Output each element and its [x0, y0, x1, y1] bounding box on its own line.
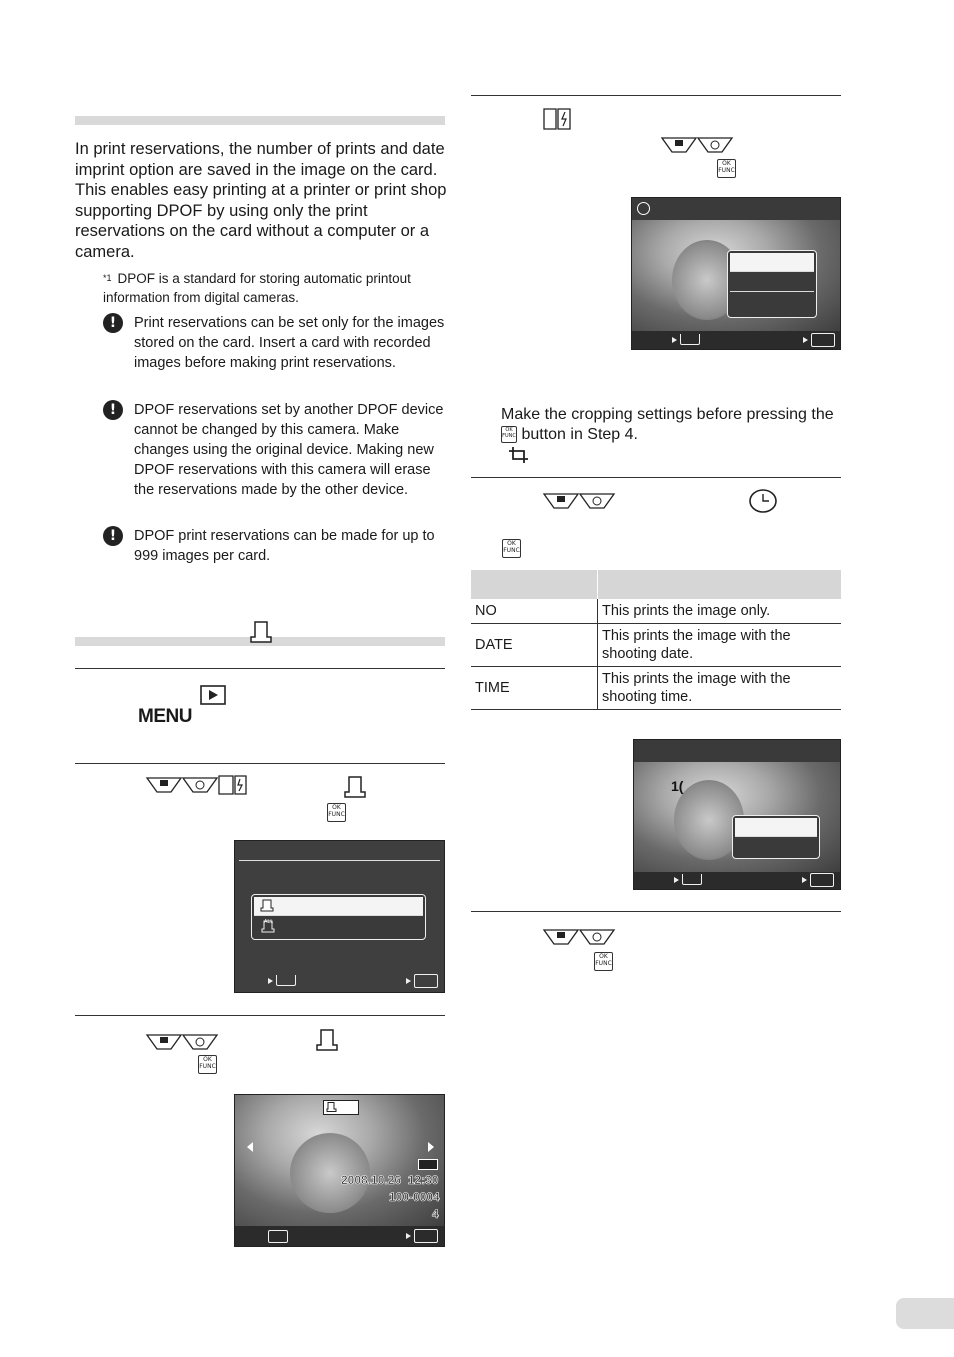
clock-icon	[637, 202, 650, 215]
print-order-icon	[260, 899, 274, 912]
ok-func-key-icon: OK FUNC	[717, 159, 736, 178]
caution-note-text: Print reservations can be set only for the images stored on the card. Insert a card with recorded images before making print reservations.	[134, 315, 445, 371]
option-cell: DATE	[471, 623, 598, 666]
footnote-text: DPOF is a standard for storing automatic printout information from digital cameras.	[103, 271, 411, 305]
print-order-icon	[315, 1029, 339, 1051]
table-row	[471, 599, 841, 623]
lcd-print-count: 1(	[671, 778, 684, 794]
crop-icon	[508, 446, 530, 464]
lcd-bottom-bar	[632, 331, 840, 349]
caution-icon: !	[103, 400, 123, 420]
description-cell: This prints the image only.	[598, 599, 842, 623]
clock-icon	[748, 488, 778, 514]
ok-func-key-icon: OK FUNC	[198, 1055, 217, 1074]
lcd-frame-number: 4	[432, 1207, 439, 1221]
ok-button-indicator	[811, 333, 835, 347]
ok-func-key-icon: OK FUNC	[501, 426, 517, 443]
ok-arrow-icon	[406, 1233, 411, 1239]
step-divider	[471, 95, 841, 96]
crop-note-text: Make the cropping settings before pressing the	[501, 406, 834, 423]
step-divider	[75, 1015, 445, 1016]
lcd-title-bar	[634, 740, 840, 762]
step-divider	[75, 668, 445, 669]
lcd-top-line	[239, 860, 440, 861]
lcd-menu-box	[732, 815, 820, 859]
caution-note-3	[103, 526, 445, 568]
lcd-title-bar	[632, 198, 840, 220]
print-all-icon	[260, 917, 276, 933]
menu-item-date[interactable]	[730, 273, 814, 292]
ok-button-indicator	[414, 974, 438, 988]
playback-button-icon	[200, 685, 226, 705]
print-order-icon	[343, 776, 367, 798]
menu-button-indicator	[682, 874, 702, 885]
footnote-mark: *1	[103, 273, 112, 283]
print-all-label: ALL	[264, 919, 273, 925]
table-row	[471, 666, 841, 709]
footnote	[103, 269, 443, 307]
right-arrow-icon[interactable]	[428, 1142, 434, 1152]
step-divider	[75, 763, 445, 764]
crop-note	[501, 405, 841, 445]
table-header-cell	[471, 570, 598, 599]
ok-arrow-icon	[803, 337, 808, 343]
camera-lcd-image-select	[234, 1094, 445, 1247]
lcd-date-time	[341, 1173, 438, 1187]
step-divider	[471, 477, 841, 478]
option-cell: NO	[471, 599, 598, 623]
ok-button-indicator	[810, 873, 834, 887]
arrow-pad-left-right-icon	[543, 107, 571, 131]
print-order-icon	[249, 621, 273, 643]
camera-lcd-print-order-menu	[234, 840, 445, 993]
back-arrow-icon	[672, 337, 677, 343]
date-options-table	[471, 570, 841, 710]
menu-button-label: MENU	[138, 706, 192, 727]
arrow-pad-up-down-icon	[660, 134, 736, 156]
zoom-indicator	[268, 1230, 288, 1243]
camera-lcd-date-menu	[631, 197, 841, 350]
ok-arrow-icon	[802, 877, 807, 883]
caution-note-text: DPOF print reservations can be made for up to 999 images per card.	[134, 528, 435, 564]
caution-icon: !	[103, 526, 123, 546]
back-arrow-icon	[674, 877, 679, 883]
menu-item-set[interactable]	[735, 818, 817, 837]
menu-button-indicator	[276, 975, 296, 986]
ok-func-key-icon: OK FUNC	[502, 539, 521, 558]
lcd-date: 2008.10.26	[341, 1173, 402, 1187]
lcd-file-number: 100-0004	[389, 1190, 440, 1204]
menu-item-time[interactable]	[730, 293, 814, 311]
battery-icon	[418, 1159, 438, 1170]
ok-button-indicator	[414, 1229, 438, 1243]
menu-button-indicator	[680, 334, 700, 345]
description-cell: This prints the image with the shooting time.	[598, 666, 842, 709]
menu-item-cancel[interactable]	[735, 838, 817, 856]
crop-note-end: button in Step 4.	[521, 426, 638, 443]
page-number-tab	[896, 1298, 954, 1329]
caution-note-text: DPOF reservations set by another DPOF device cannot be changed by this camera. Make changes using the original device. Making new DPOF reservations with this camera will erase the reservations made by the other device.	[134, 402, 444, 498]
lcd-bottom-bar	[634, 872, 840, 889]
ok-func-key-icon: OK FUNC	[327, 803, 346, 822]
arrow-pad-icon	[145, 774, 248, 796]
section-heading-bar	[75, 116, 445, 125]
lcd-menu-box	[251, 894, 426, 940]
print-count-badge	[323, 1100, 359, 1115]
camera-lcd-confirm	[633, 739, 841, 890]
print-order-icon	[326, 1102, 337, 1112]
table-row	[471, 623, 841, 666]
ok-arrow-icon	[406, 978, 411, 984]
option-cell: TIME	[471, 666, 598, 709]
caution-icon: !	[103, 313, 123, 333]
menu-item-single-print[interactable]	[254, 897, 423, 916]
table-header-cell	[598, 570, 842, 599]
menu-item-all-print[interactable]	[254, 917, 423, 935]
step-divider	[471, 911, 841, 912]
lcd-bottom-bar	[235, 1226, 444, 1246]
left-arrow-icon[interactable]	[247, 1142, 253, 1152]
arrow-pad-up-down-icon	[542, 926, 618, 948]
back-arrow-icon	[268, 978, 273, 984]
caution-note-2	[103, 400, 445, 520]
description-cell: This prints the image with the shooting date.	[598, 623, 842, 666]
ok-func-key-icon: OK FUNC	[594, 952, 613, 971]
menu-item-no[interactable]	[730, 253, 814, 272]
caution-note-1	[103, 313, 445, 393]
arrow-pad-up-down-icon	[145, 1031, 221, 1053]
lcd-menu-box	[727, 250, 817, 318]
arrow-pad-up-down-icon	[542, 490, 618, 512]
lcd-time: 12:30	[407, 1173, 439, 1187]
intro-paragraph: In print reservations, the number of prints and date imprint option are saved in the image on the card. This enables easy printing at a printer or print shop supporting DPOF by using only the print reservations on the card without a computer or a camera.	[75, 140, 447, 261]
table-header-row	[471, 570, 841, 599]
